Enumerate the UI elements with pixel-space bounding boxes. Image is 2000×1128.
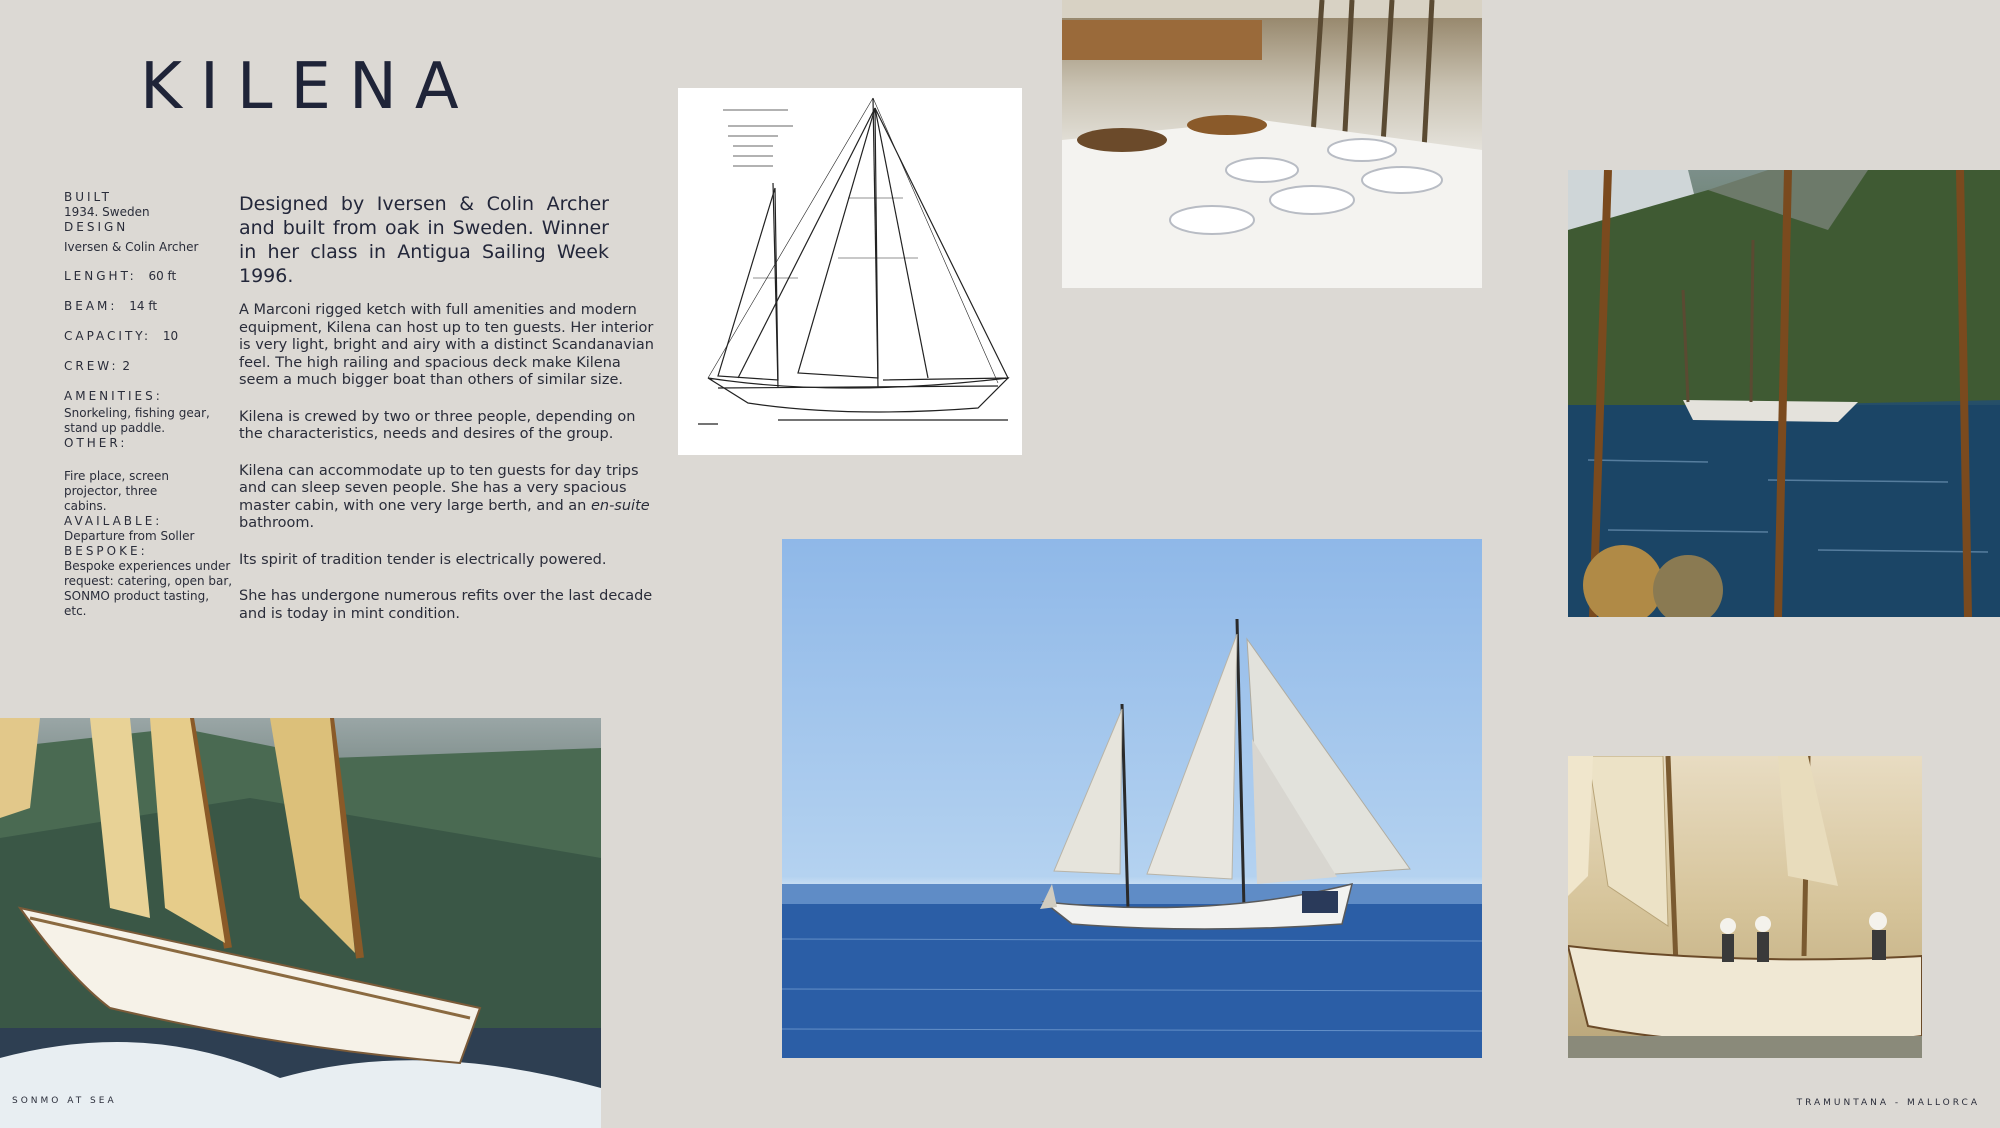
amenities-value: Snorkeling, fishing gear, stand up paddle. bbox=[64, 406, 210, 435]
yacht-under-sail-photo bbox=[782, 539, 1482, 1058]
crew-on-deck-photo bbox=[1568, 756, 1922, 1058]
sail-plan-drawing bbox=[678, 88, 1022, 455]
description bbox=[239, 302, 654, 642]
specs-list bbox=[64, 190, 234, 619]
deck-dining-photo bbox=[1062, 0, 1482, 288]
capacity-value: 10 bbox=[162, 329, 179, 343]
lead-paragraph: Designed by Iversen & Colin Archer and built from oak in Sweden. Winner in her class in Antigua Sailing Week 1996. bbox=[239, 193, 609, 287]
paragraph-guests-end: bathroom. bbox=[239, 515, 315, 531]
paragraph-refits: She has undergone numerous refits over the last decade and is today in mint condition. bbox=[239, 588, 653, 622]
other-value: Fire place, screen projector, three cabins. bbox=[64, 469, 170, 513]
beam-row bbox=[64, 299, 234, 314]
page-title: KILENA bbox=[140, 50, 477, 124]
crew-value: 2 bbox=[122, 359, 133, 373]
bay-anchorage-photo bbox=[1568, 170, 2000, 617]
capacity-label: CAPACITY: bbox=[64, 329, 152, 343]
capacity-row bbox=[64, 329, 234, 344]
built-value: 1934. Sweden bbox=[64, 205, 150, 219]
paragraph-tender: Its spirit of tradition tender is electrically powered. bbox=[239, 551, 607, 568]
paragraph-crew: Kilena is crewed by two or three people, depending on the characteristics, needs and desires of the group. bbox=[239, 408, 636, 442]
length-value: 60 ft bbox=[148, 269, 177, 283]
crew-label: CREW: bbox=[64, 359, 119, 373]
paragraph-guests bbox=[239, 463, 654, 533]
design-label: DESIGN bbox=[64, 220, 129, 234]
other-label: OTHER: bbox=[64, 436, 128, 450]
length-row bbox=[64, 269, 234, 284]
footer-right: TRAMUNTANA - MALLORCA bbox=[1796, 1098, 1980, 1108]
beam-value: 14 ft bbox=[129, 299, 158, 313]
footer-left: SONMO AT SEA bbox=[12, 1096, 117, 1106]
en-suite-text: en-suite bbox=[590, 497, 650, 514]
bespoke-value: Bespoke experiences under request: catering, open bar, SONMO product tasting, etc. bbox=[64, 559, 233, 618]
available-label: AVAILABLE: bbox=[64, 514, 163, 528]
design-value: Iversen & Colin Archer bbox=[64, 240, 199, 254]
paragraph-rig: A Marconi rigged ketch with full amenities and modern equipment, Kilena can host up to ten guests. Her interior is very light, bright and airy with a distinct Scandanavian feel. The high railing and spacious deck make Kilena seem a much bigger boat than others of similar size. bbox=[239, 302, 654, 388]
beam-label: BEAM: bbox=[64, 299, 118, 313]
amenities-label: AMENITIES: bbox=[64, 389, 163, 403]
bespoke-label: BESPOKE: bbox=[64, 544, 148, 558]
yacht-heeling-photo bbox=[0, 718, 601, 1128]
available-value: Departure from Soller bbox=[64, 529, 195, 543]
built-label: BUILT bbox=[64, 190, 112, 204]
paragraph-guests-text: Kilena can accommodate up to ten guests for day trips and can sleep seven people. She has a very spacious master cabin, with one very large berth, and an bbox=[239, 462, 639, 514]
crew-row bbox=[64, 359, 234, 374]
length-label: LENGHT: bbox=[64, 269, 137, 283]
